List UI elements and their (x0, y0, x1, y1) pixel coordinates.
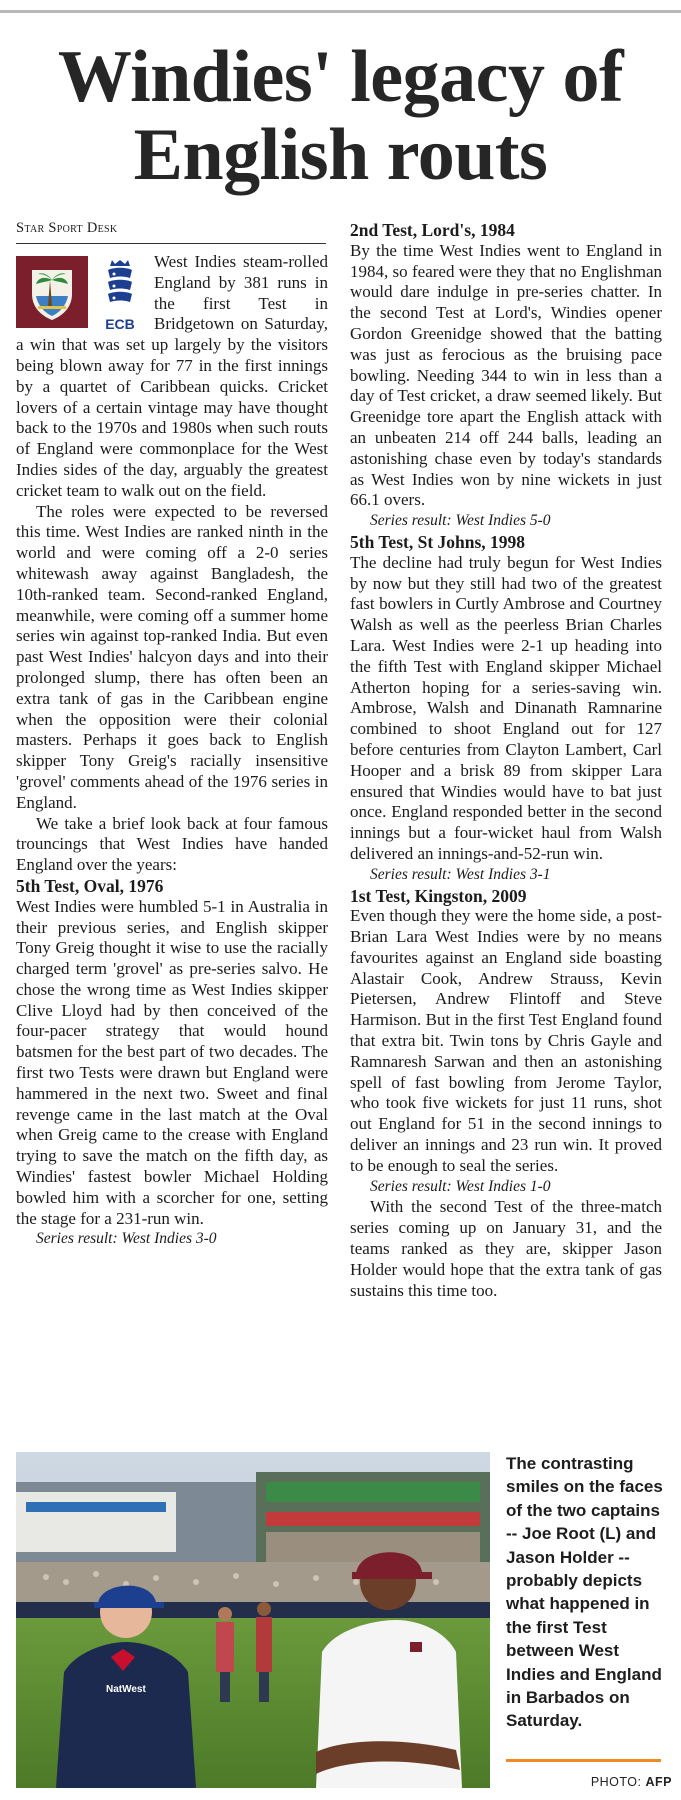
section-heading-kingston-2009: 1st Test, Kingston, 2009 (350, 885, 527, 906)
intro-paragraph-1: West Indies steam-rolled England by 381 runs in the first Test in Bridgetown on Saturday, a win that was set up largely by the visitors being blown away for 77 in the first innings by a quartet of Caribbean quicks. Cricket lovers of a certain vintage may have thought back to the 1970s and 1980s when such routs of England were commonplace for the West Indies sides of the day, arguably the greatest cricket team to walk out on the field. (16, 252, 328, 500)
ecb-label: ECB (105, 315, 135, 332)
ecb-logo (104, 258, 136, 332)
captains-photo (16, 1452, 490, 1788)
ecb-lions-icon (104, 258, 136, 310)
photo-credit (560, 1775, 672, 1789)
article-column-left (16, 252, 328, 1250)
caption-accent-rule (506, 1759, 661, 1762)
section-heading-st-johns-1998: 5th Test, St Johns, 1998 (350, 531, 526, 552)
series-result-oval-1976: Series result: West Indies 3-0 (36, 1230, 217, 1248)
palm-tree-icon (16, 256, 88, 328)
photo-credit-label: PHOTO: (590, 1775, 642, 1789)
top-rule (0, 10, 681, 13)
closing-paragraph: With the second Test of the three-match series coming up on January 31, and the teams ranked as they are, skipper Jason Holder would hope that the extra tank of gas sustains this time too. (350, 1197, 662, 1300)
stadium-scene-image (16, 1452, 490, 1788)
byline-text: Star Sport Desk (16, 220, 118, 236)
intro-paragraph-2: The roles were expected to be reversed this time. West Indies are ranked ninth in the world and were coming off a 2-0 series whitewash away against Bangladesh, the 10th-ranked team. Second-ranked England, meanwhile, were coming off a summer home series win against top-ranked India. But even past West Indies' halcyon days and into their prolonged slump, there has often been an extra tank of gas in the Caribbean engine when the opposition were their colonial masters. Perhaps it goes back to English skipper Tony Greig's racially insensitive 'grovel' comments ahead of the 1976 series in England. (16, 501, 328, 812)
section-body-st-johns-1998: The decline had truly begun for West Indies by now but they still had two of the greatest fast bowlers in Curtly Ambrose and Courtney Walsh as well as the peerless Brian Charles Lara. West Indies were 2-1 up heading into the fifth Test with England skipper Michael Atherton hoping for a series-saving win. Ambrose, Walsh and Dinanath Ramnarine combined to shoot England out for 127 before centuries from Clayton Lambert, Carl Hooper and a brisk 89 from skipper Lara ensured that Windies would have to bat just once. England responded better in the second innings but a four-wicket haul from Walsh delivered an innings-and-52-run win. (350, 552, 662, 863)
section-body-oval-1976: West Indies were humbled 5-1 in Australia in their previous series, and English skipper Tony Greig thought it wise to use the racially charged term 'grovel' as pre-series salvo. He chose the wrong time as West Indies skipper Clive Lloyd had by then conceived of the four-pacer strategy that would hound batsmen for the best part of two decades. The first two Tests were drawn but England were hammered in the next two. Sweet and final revenge came in the last match at the Oval when Greig came to the crease with England trying to save the match on the fifth day, as Windies' fastest bowler Michael Holding bowled him with a scorcher for one, setting the stage for a 231-run win. (16, 896, 328, 1228)
series-result-st-johns-1998: Series result: West Indies 3-1 (370, 865, 551, 883)
photo-caption: The contrasting smiles on the faces of the two captains -- Joe Root (L) and Jason Holder -- probably depicts what happened in the first Test between West Indies and England in Barbados on Saturday. (506, 1454, 663, 1731)
series-result-kingston-2009: Series result: West Indies 1-0 (370, 1177, 551, 1195)
byline (16, 220, 326, 244)
series-result-lords-1984: Series result: West Indies 5-0 (370, 512, 551, 530)
article-column-right (350, 220, 662, 1301)
section-heading-lords-1984: 2nd Test, Lord's, 1984 (350, 220, 515, 240)
intro-paragraph-3: We take a brief look back at four famous trouncings that West Indies have handed England over the years: (16, 813, 328, 875)
section-body-lords-1984: By the time West Indies went to England in 1984, so feared were they that no Englishman would dare indulge in pre-series chatter. In the second Test at Lord's, Windies opener Gordon Greenidge showed that the batting was just as ferocious as the bruising pace bowling. Needing 344 to win in less than a day of Test cricket, a draw seemed likely. But Greenidge tore apart the English attack with an unbeaten 214 off 244 balls, leading an astonishing chase even by today's standards as West Indies won by nine wickets in just 66.1 overs. (350, 240, 662, 510)
team-logos (16, 256, 146, 332)
jersey-sponsor-text: NatWest (106, 1684, 146, 1695)
west-indies-logo (16, 256, 88, 328)
section-heading-oval-1976: 5th Test, Oval, 1976 (16, 875, 164, 896)
headline: Windies' legacy of English routs (57, 36, 624, 196)
section-body-kingston-2009: Even though they were the home side, a post-Brian Lara West Indies were by no means favourites against an England side boasting Alastair Cook, Andrew Strauss, Kevin Pietersen, Andrew Flintoff and Steve Harmison. But in the first Test England found that extra bit. Twin tons by Chris Gayle and Ramnaresh Sarwan and then an astonishing spell of fast bowling from Jerome Taylor, who took five wickets for just 11 runs, shot out England for 51 in the second innings to deliver an innings and 23 run win. It proved to be enough to seal the series. (350, 906, 662, 1175)
photo-credit-source: AFP (645, 1775, 672, 1789)
